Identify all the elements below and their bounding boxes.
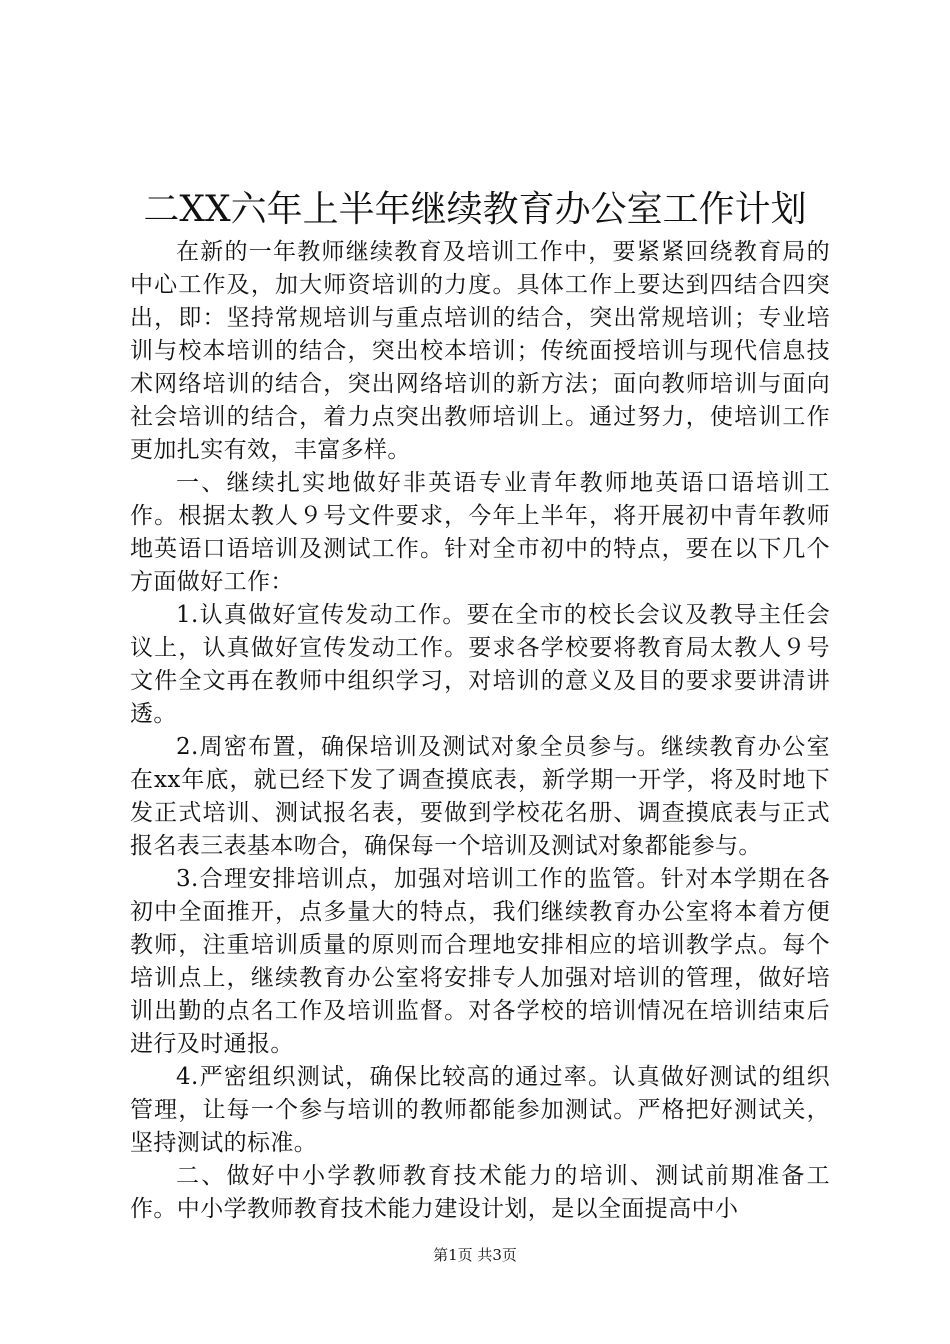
paragraph-intro: 在新的一年教师继续教育及培训工作中，要紧紧回绕教育局的中心工作及，加大师资培训的力度。具体工作上要达到四结合四突出，即：坚持常规培训与重点培训的结合，突出常规培训；专业培训与校本培训的结合，突出校本培训；传统面授培训与现代信息技术网络培训的结合，突出网络培训的新方法；面向教师培训与面向社会培训的结合，着力点突出教师培训上。通过努力，使培训工作更加扎实有效，丰富多样。 — [130, 239, 830, 463]
paragraph-item-2: 2.周密布置，确保培训及测试对象全员参与。继续教育办公室在xx年底，就已经下发了调查摸底表，新学期一开学，将及时地下发正式培训、测试报名表，要做到学校花名册、调查摸底表与正式报名表三表基本吻合，确保每一个培训及测试对象都能参与。 — [130, 734, 830, 859]
paragraph-item-4: 4.严密组织测试，确保比较高的通过率。认真做好测试的组织管理，让每一个参与培训的教师都能参加测试。严格把好测试关，坚持测试的标准。 — [130, 1064, 830, 1156]
paragraph-item-1: 1.认真做好宣传发动工作。要在全市的校长会议及教导主任会议上，认真做好宣传发动工作。要求各学校要将教育局太教人９号文件全文再在教师中组织学习，对培训的意义及目的要求要讲清讲透。 — [130, 602, 830, 727]
document-body — [130, 236, 830, 1226]
paragraph-section-two: 二、做好中小学教师教育技术能力的培训、测试前期准备工作。中小学教师教育技术能力建设计划，是以全面提高中小 — [130, 1163, 830, 1222]
document-title: 二XX六年上半年继续教育办公室工作计划 — [143, 189, 807, 230]
paragraph-section-one: 一、继续扎实地做好非英语专业青年教师地英语口语培训工作。根据太教人９号文件要求，今年上半年，将开展初中青年教师地英语口语培训及测试工作。针对全市初中的特点，要在以下几个方面做好工作： — [130, 470, 830, 595]
paragraph-item-3: 3.合理安排培训点，加强对培训工作的监管。针对本学期在各初中全面推开，点多量大的特点，我们继续教育办公室将本着方便教师，注重培训质量的原则而合理地安排相应的培训教学点。每个培训点上，继续教育办公室将安排专人加强对培训的管理，做好培训出勤的点名工作及培训监督。对各学校的培训情况在培训结束后进行及时通报。 — [130, 866, 830, 1057]
page-number-footer: 第1页 共3页 — [433, 1246, 517, 1264]
